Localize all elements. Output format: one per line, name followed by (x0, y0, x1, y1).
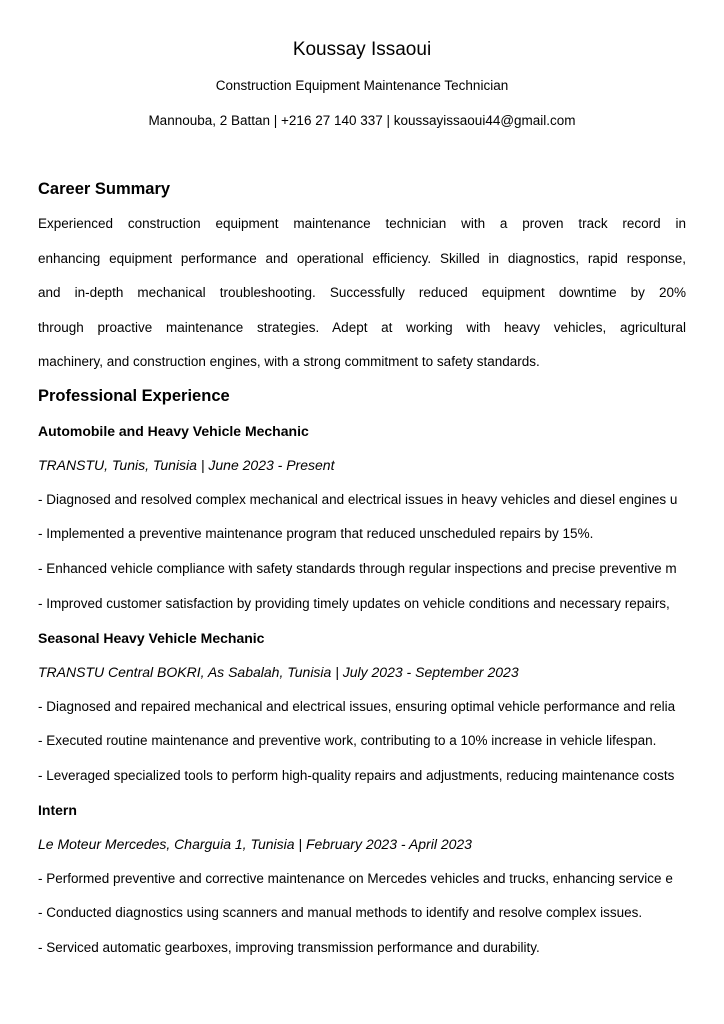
job-title: Seasonal Heavy Vehicle Mechanic (38, 630, 265, 646)
job-bullet: - Implemented a preventive maintenance program that reduced unscheduled repairs by 15%. (38, 526, 594, 541)
job-bullet: - Performed preventive and corrective maintenance on Mercedes vehicles and trucks, enhancing service e (38, 871, 673, 886)
job-bullet: - Conducted diagnostics using scanners and manual methods to identify and resolve complex issues. (38, 905, 643, 920)
job-company-dates: TRANSTU Central BOKRI, As Sabalah, Tunisia | July 2023 - September 2023 (38, 664, 519, 680)
contact-info: Mannouba, 2 Battan | +216 27 140 337 | koussayissaoui44@gmail.com (148, 113, 576, 128)
summary-line: machinery, and construction engines, with a strong commitment to safety standards. (38, 354, 540, 369)
job-bullet: - Improved customer satisfaction by providing timely updates on vehicle conditions and necessary repairs, (38, 596, 670, 611)
job-bullet: - Diagnosed and repaired mechanical and electrical issues, ensuring optimal vehicle performance and relia (38, 699, 676, 714)
job-bullet: - Leveraged specialized tools to perform high-quality repairs and adjustments, reducing maintenance costs (38, 768, 675, 783)
job-company-dates: TRANSTU, Tunis, Tunisia | June 2023 - Present (38, 457, 335, 473)
summary-line: through proactive maintenance strategies. Adept at working with heavy vehicles, agricultural (38, 319, 686, 335)
job-bullet: - Diagnosed and resolved complex mechanical and electrical issues in heavy vehicles and diesel engines u (38, 492, 678, 507)
candidate-name: Koussay Issaoui (292, 39, 432, 60)
summary-line: Experienced construction equipment maintenance technician with a proven track record in (38, 216, 686, 231)
job-role: Construction Equipment Maintenance Technician (215, 78, 509, 93)
job-bullet: - Enhanced vehicle compliance with safety standards through regular inspections and precise preventive m (38, 561, 677, 576)
job-bullet: - Serviced automatic gearboxes, improving transmission performance and durability. (38, 940, 540, 955)
job-bullet: - Executed routine maintenance and preventive work, contributing to a 10% increase in vehicle lifespan. (38, 733, 657, 748)
career-summary (38, 214, 686, 387)
summary-line: and in-depth mechanical troubleshooting. Successfully reduced equipment downtime by 20% (38, 285, 686, 300)
section-heading-career-summary: Career Summary (38, 180, 171, 198)
summary-line: enhancing equipment performance and operational efficiency. Skilled in diagnostics, rapid response, (38, 250, 686, 266)
section-heading-professional-experience: Professional Experience (38, 387, 230, 405)
job-company-dates: Le Moteur Mercedes, Charguia 1, Tunisia | February 2023 - April 2023 (38, 836, 472, 852)
job-title: Intern (38, 802, 77, 818)
job-title: Automobile and Heavy Vehicle Mechanic (38, 423, 309, 439)
